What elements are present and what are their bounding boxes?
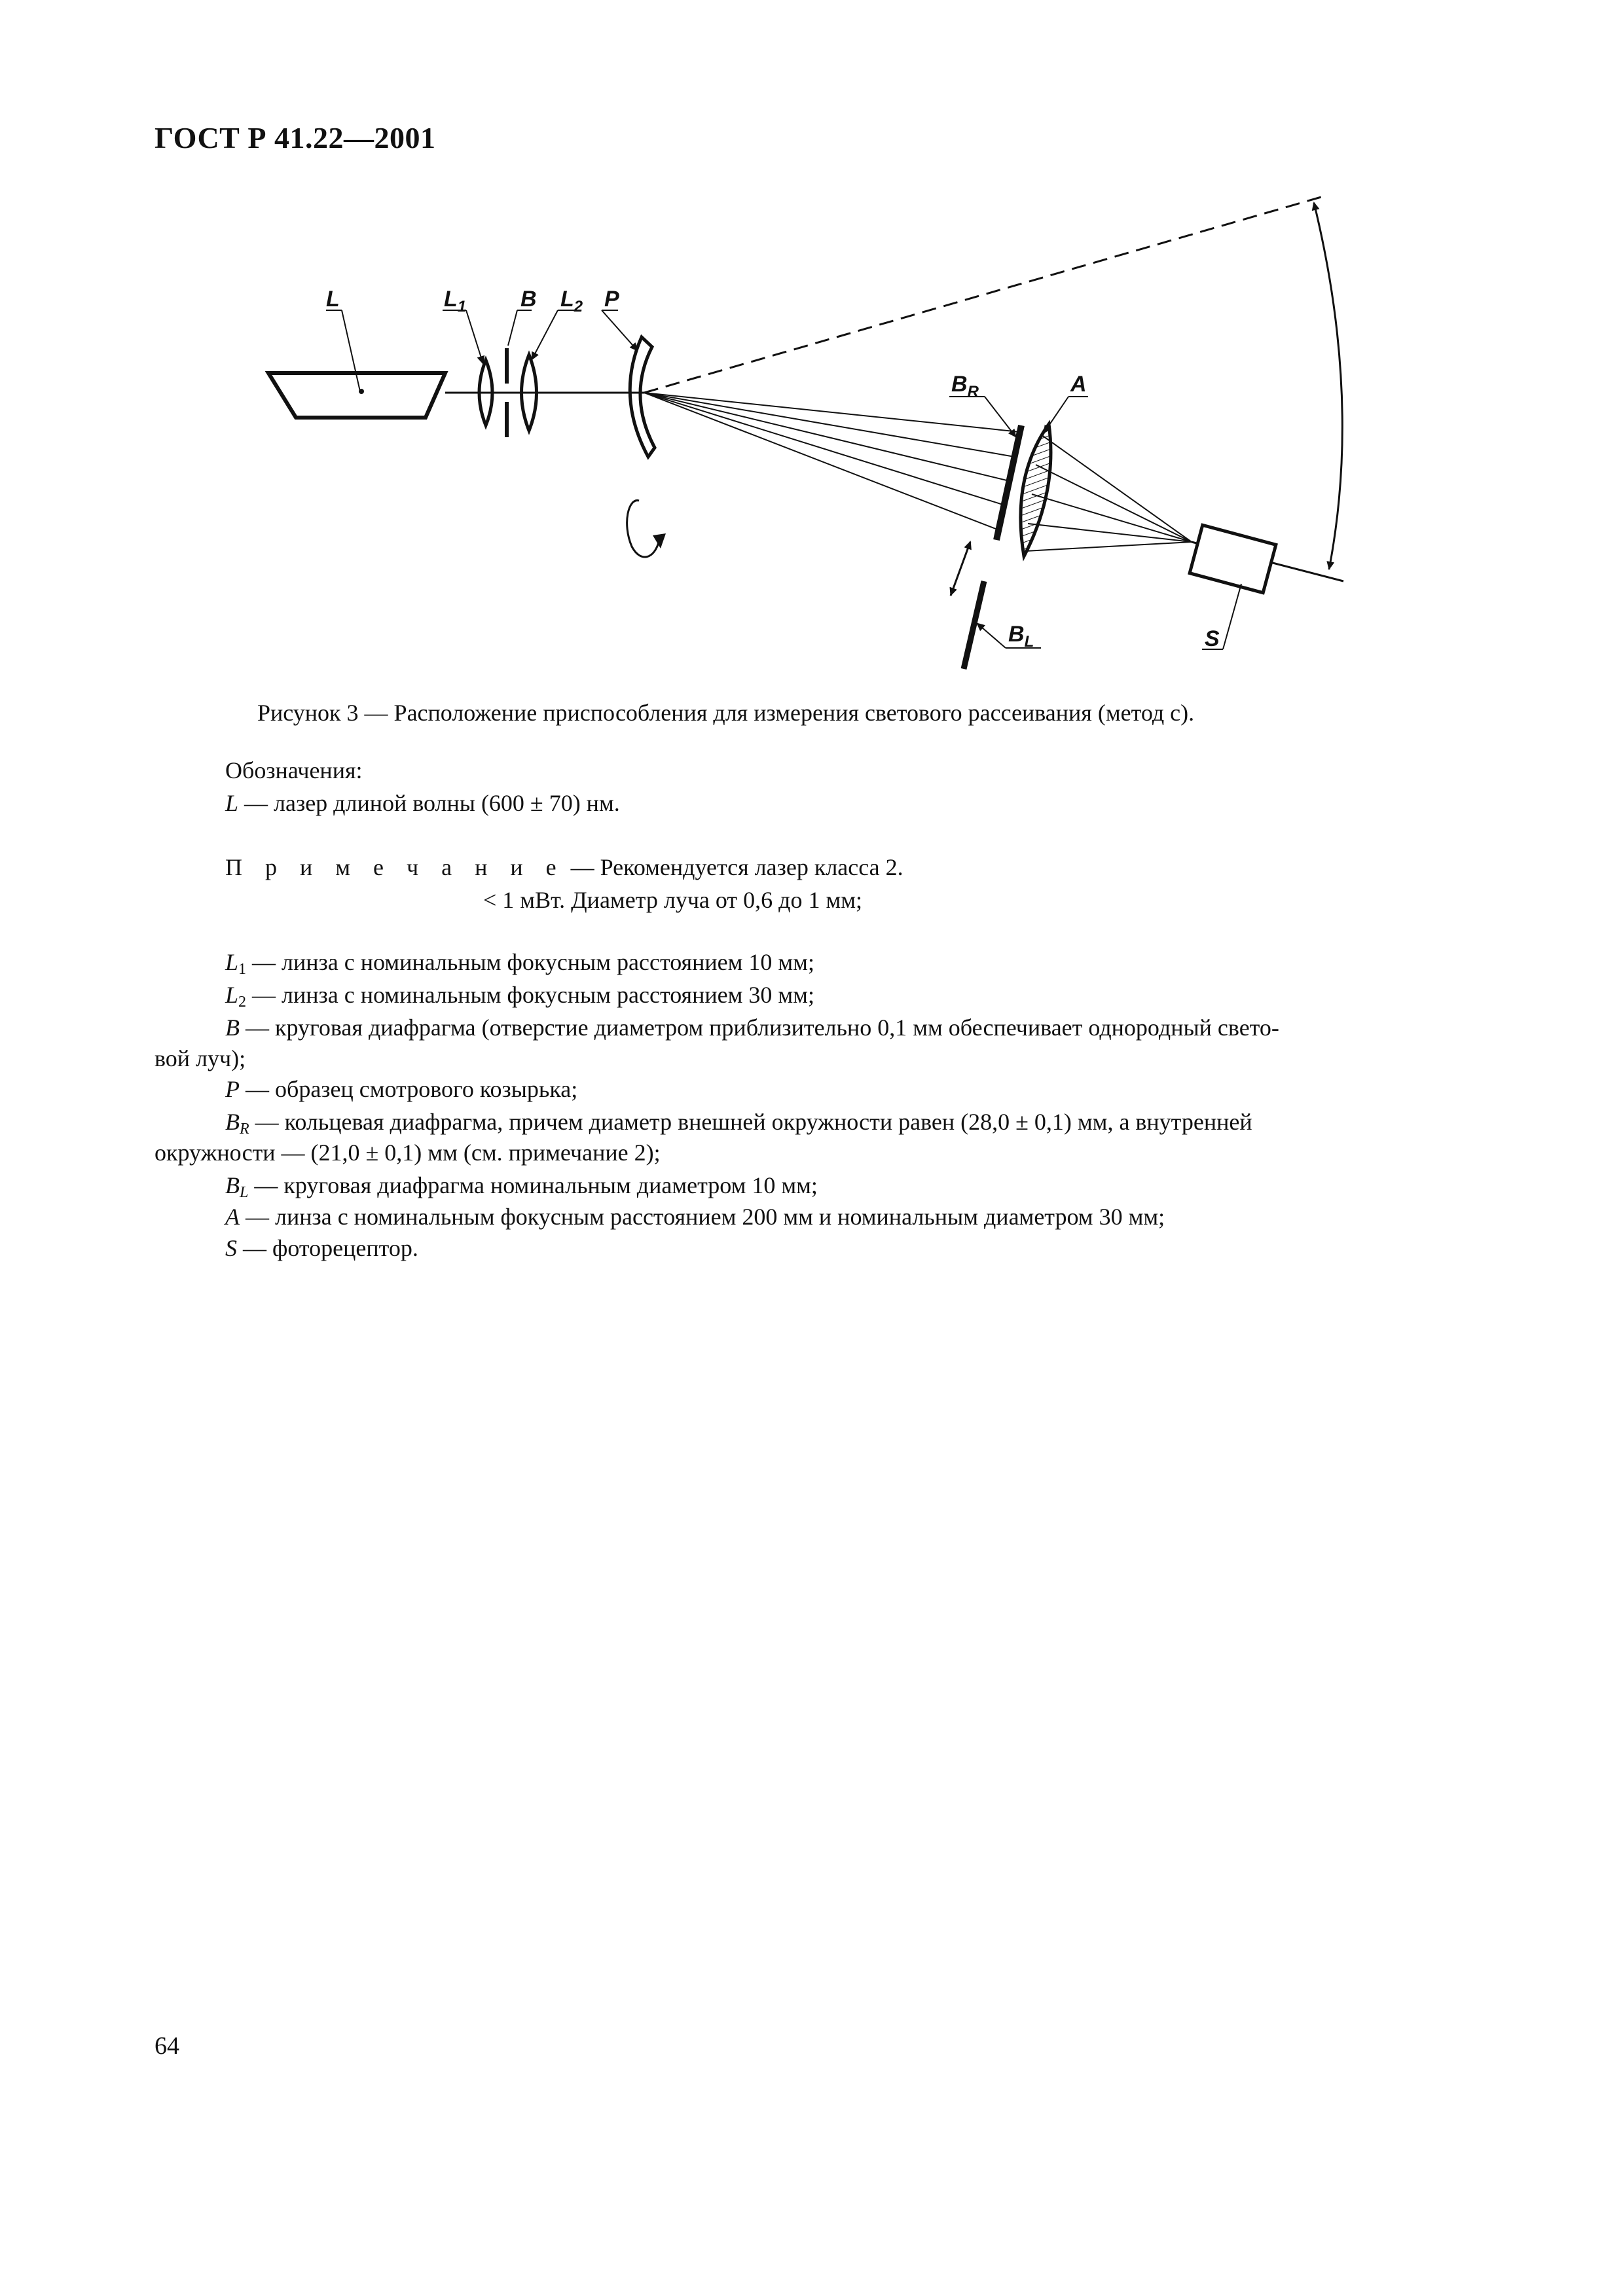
- ray-fan: [644, 393, 1020, 530]
- optical-setup-diagram: [249, 183, 1414, 694]
- lens-a: [1021, 424, 1051, 556]
- label-l1: $L_1$: [444, 287, 467, 315]
- label-p: P: [604, 287, 619, 312]
- figure-3-diagram: [249, 183, 1414, 694]
- legend-b: B — круговая диафрагма (отверстие диаметром приблизительно 0,1 мм обеспечивает однородный свето-: [225, 1014, 1279, 1041]
- legend-heading: Обозначения:: [225, 757, 363, 783]
- photoreceptor-s: [1190, 525, 1276, 592]
- legend-br: $B_R$ — кольцевая диафрагма, причем диаметр внешней окружности равен (28,0 ± 0,1) мм, а внутренней: [225, 1109, 1252, 1138]
- note-line-2: < 1 мВт. Диаметр луча от 0,6 до 1 мм;: [483, 887, 863, 913]
- rotation-arrow: [627, 501, 659, 557]
- label-s: S: [1205, 626, 1220, 651]
- page-number: 64: [155, 2032, 179, 2060]
- legend-br-continued: окружности — (21,0 ± 0,1) мм (см. примечание 2);: [155, 1139, 661, 1166]
- legend-p: P — образец смотрового козырька;: [225, 1076, 578, 1102]
- document-header: ГОСТ Р 41.22—2001: [155, 121, 436, 154]
- legend-b-continued: вой луч);: [155, 1045, 246, 1071]
- legend-l1: $L_1$ — линза с номинальным фокусным расстоянием 10 мм;: [225, 949, 814, 978]
- sample-p: [630, 337, 655, 457]
- legend-a: A — линза с номинальным фокусным расстоянием 200 мм и номинальным диаметром 30 мм;: [225, 1204, 1165, 1230]
- aperture-bl: [964, 581, 984, 669]
- movement-arrow: [951, 542, 970, 596]
- dashed-line: [644, 196, 1326, 393]
- note-line-1: П р и м е ч а н и е — Рекомендуется лазер класса 2.: [225, 854, 903, 880]
- label-br: $B_R$: [951, 372, 979, 401]
- label-l2: $L_2$: [560, 287, 583, 315]
- legend-l2: $L_2$ — линза с номинальным фокусным расстоянием 30 мм;: [225, 982, 814, 1011]
- legend-bl: $B_L$ — круговая диафрагма номинальным диаметром 10 мм;: [225, 1172, 818, 1201]
- label-a: A: [1070, 372, 1087, 397]
- label-b: B: [520, 287, 537, 312]
- legend-l: L — лазер длиной волны (600 ± 70) нм.: [225, 790, 620, 816]
- figure-caption: Рисунок 3 — Расположение приспособления для измерения светового рассеивания (метод с).: [257, 700, 1195, 726]
- angle-arc: [1314, 203, 1342, 569]
- legend-s: S — фоторецептор.: [225, 1235, 418, 1261]
- ring-aperture-br: [996, 425, 1021, 540]
- label-bl: $B_L$: [1008, 622, 1034, 651]
- label-l: L: [326, 287, 340, 312]
